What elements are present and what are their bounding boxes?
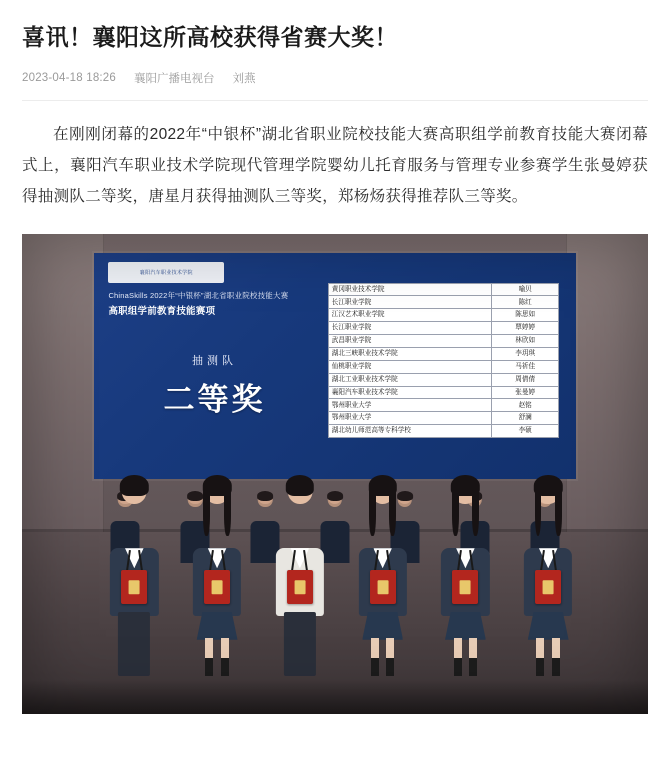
- cell-school: 鄂州职业大学: [328, 399, 491, 412]
- cell-name: 张曼婷: [492, 386, 559, 399]
- cell-name: 舒澜: [492, 412, 559, 425]
- cell-name: 赵铭: [492, 399, 559, 412]
- article-meta: [22, 70, 648, 86]
- cell-school: 湖北幼儿师范高等专科学校: [328, 425, 491, 438]
- cell-name: 李玥琪: [492, 347, 559, 360]
- publish-date: 2023-04-18 18:26: [22, 72, 116, 84]
- table-row: [328, 322, 558, 335]
- cell-name: 马祈佳: [492, 360, 559, 373]
- table-row: [328, 373, 558, 386]
- student-with-certificate: [269, 477, 331, 676]
- cell-school: 江汉艺术职业学院: [328, 309, 491, 322]
- header-divider: [22, 100, 648, 101]
- cell-school: 仙桃职业学院: [328, 360, 491, 373]
- award-category: 抽测队: [191, 355, 237, 368]
- cell-school: 湖北三峡职业技术学院: [328, 347, 491, 360]
- article-photo: [22, 234, 648, 714]
- table-row: [328, 283, 558, 296]
- student-with-certificate: [435, 477, 497, 676]
- table-row: [328, 386, 558, 399]
- source-name: 襄阳广播电视台: [134, 73, 215, 85]
- cell-name: 林欣如: [492, 335, 559, 348]
- award-rank: 二等奖: [163, 382, 266, 418]
- foreground-shadow: [22, 680, 648, 714]
- table-row: [328, 360, 558, 373]
- photo-scene: [22, 234, 648, 714]
- cell-school: 长江职业学院: [328, 322, 491, 335]
- screen-title: [108, 289, 310, 318]
- cell-name: 周倩倩: [492, 373, 559, 386]
- page-title: 喜讯！襄阳这所高校获得省赛大奖！: [22, 24, 398, 50]
- cell-name: 陈红: [492, 296, 559, 309]
- cell-name: 陈思如: [492, 309, 559, 322]
- people-group: [22, 407, 648, 676]
- table-row: [328, 347, 558, 360]
- article-body: 在刚刚闭幕的2022年“中银杯”湖北省职业院校技能大赛高职组学前教育技能大赛闭幕式上，襄阳汽车职业技术学院现代管理学院婴幼儿托育服务与管理专业参赛学生张曼婷获得抽测队二等奖，唐星月获得抽测队三等奖，郑杨炀获得推荐队三等奖。: [22, 126, 648, 205]
- front-row-students: [103, 477, 579, 676]
- cell-school: 鄂州职业大学: [328, 412, 491, 425]
- screen-title-line1: ChinaSkills 2022年“中银杯”湖北省职业院校技能大赛: [108, 291, 289, 301]
- school-logo: 襄阳汽车职业技术学院: [108, 262, 224, 282]
- screen-title-line2: 高职组学前教育技能赛项: [108, 306, 216, 318]
- student-with-certificate: [103, 477, 165, 676]
- cell-name: 覃婷婷: [492, 322, 559, 335]
- cell-school: 武昌职业学院: [328, 335, 491, 348]
- cell-name: 喻贝: [492, 283, 559, 296]
- student-with-certificate: [352, 477, 414, 676]
- table-row: [328, 309, 558, 322]
- cell-name: 李硕: [492, 425, 559, 438]
- student-with-certificate: [186, 477, 248, 676]
- table-row: [328, 335, 558, 348]
- author-name: 刘燕: [232, 73, 256, 85]
- cell-school: 黄冈职业技术学院: [328, 283, 491, 296]
- cell-school: 湖北工业职业技术学院: [328, 373, 491, 386]
- cell-school: 襄阳汽车职业技术学院: [328, 386, 491, 399]
- cell-school: 长江职业学院: [328, 296, 491, 309]
- student-with-certificate: [517, 477, 579, 676]
- table-row: [328, 296, 558, 309]
